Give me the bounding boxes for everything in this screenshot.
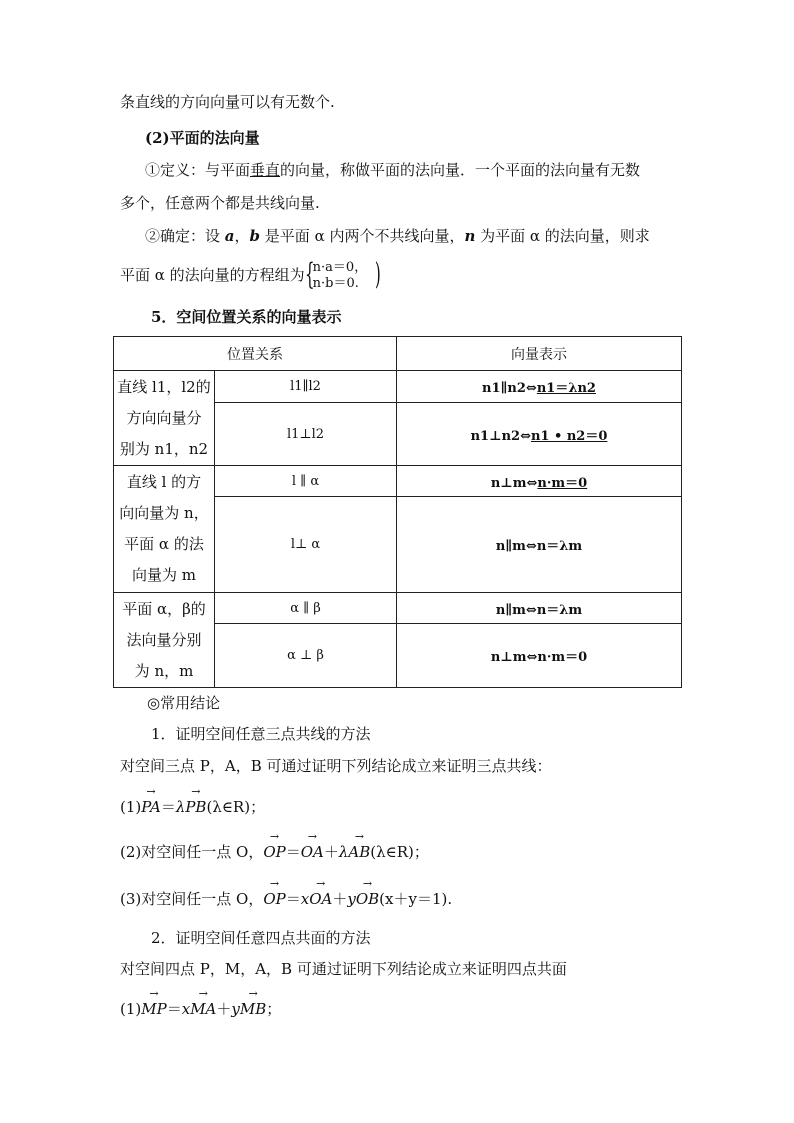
vector-relation-table	[113, 336, 682, 688]
vector-cell: n⊥m⇔n·m＝0	[397, 624, 682, 688]
section-5-title: 5．空间位置关系的向量表示	[151, 308, 342, 326]
row-group-line-plane: 直线 l 的方 向向量为 n， 平面 α 的法 向量为 m	[114, 466, 215, 593]
table-header-relation: 位置关系	[114, 337, 397, 371]
paragraph-line: 多个，任意两个都是共线向量.	[120, 194, 320, 212]
relation-cell: l ∥ α	[215, 466, 397, 497]
subheading-normal-vector: (2)平面的法向量	[145, 129, 260, 147]
row-group-lines: 直线 l1，l2的 方向向量分 别为 n1，n2	[114, 371, 215, 466]
vector-cell: n1∥n2⇔n1＝λn2	[397, 371, 682, 403]
relation-cell: l⊥ α	[215, 497, 397, 593]
table-header-vector: 向量表示	[397, 337, 682, 371]
vector-cell: n⊥m⇔n·m＝0	[397, 466, 682, 497]
vector-cell: n1⊥n2⇔n1 • n2＝0	[397, 403, 682, 466]
formula-line: (1)→ MP＝x→ MA＋y→ MB；	[120, 999, 281, 1019]
relation-cell: l1⊥l2	[215, 403, 397, 466]
paragraph-line: 条直线的方向向量可以有无数个.	[120, 93, 335, 111]
definition-line: ①定义：与平面垂直的向量，称做平面的法向量．一个平面的法向量有无数	[145, 161, 641, 179]
formula-line: (2)对空间任一点 O，→ OP＝→ OA＋λ→ AB(λ∈R)；	[120, 842, 429, 862]
relation-cell: α ∥ β	[215, 593, 397, 624]
conclusion-1-title: 1．证明空间任意三点共线的方法	[151, 725, 371, 743]
vector-cell: n∥m⇔n＝λm	[397, 593, 682, 624]
target-icon: ◎	[147, 694, 161, 712]
row-group-planes: 平面 α，β的 法向量分别 为 n，m	[114, 593, 215, 688]
relation-cell: α ⊥ β	[215, 624, 397, 688]
determine-line: ②确定：设 a，b 是平面 α 内两个不共线向量，n 为平面 α 的法向量，则求	[145, 227, 650, 245]
equation-system-line: 平面 α 的法向量的方程组为 { n·a＝0， n·b＝0. )	[120, 257, 382, 292]
formula-line: (1)→ PA＝λ→ PB(λ∈R)；	[120, 797, 265, 817]
common-conclusions-heading: ◎常用结论	[147, 694, 221, 712]
conclusion-2-title: 2．证明空间任意四点共面的方法	[151, 929, 371, 947]
formula-line: (3)对空间任一点 O，→ OP＝x→ OA＋y→ OB(x＋y＝1).	[120, 889, 452, 909]
equation-system: { n·a＝0， n·b＝0. )	[304, 257, 382, 292]
conclusion-1-intro: 对空间三点 P，A，B 可通过证明下列结论成立来证明三点共线：	[120, 757, 552, 775]
vector-cell: n∥m⇔n＝λm	[397, 497, 682, 593]
relation-cell: l1∥l2	[215, 371, 397, 403]
conclusion-2-intro: 对空间四点 P，M，A，B 可通过证明下列结论成立来证明四点共面	[120, 960, 567, 978]
